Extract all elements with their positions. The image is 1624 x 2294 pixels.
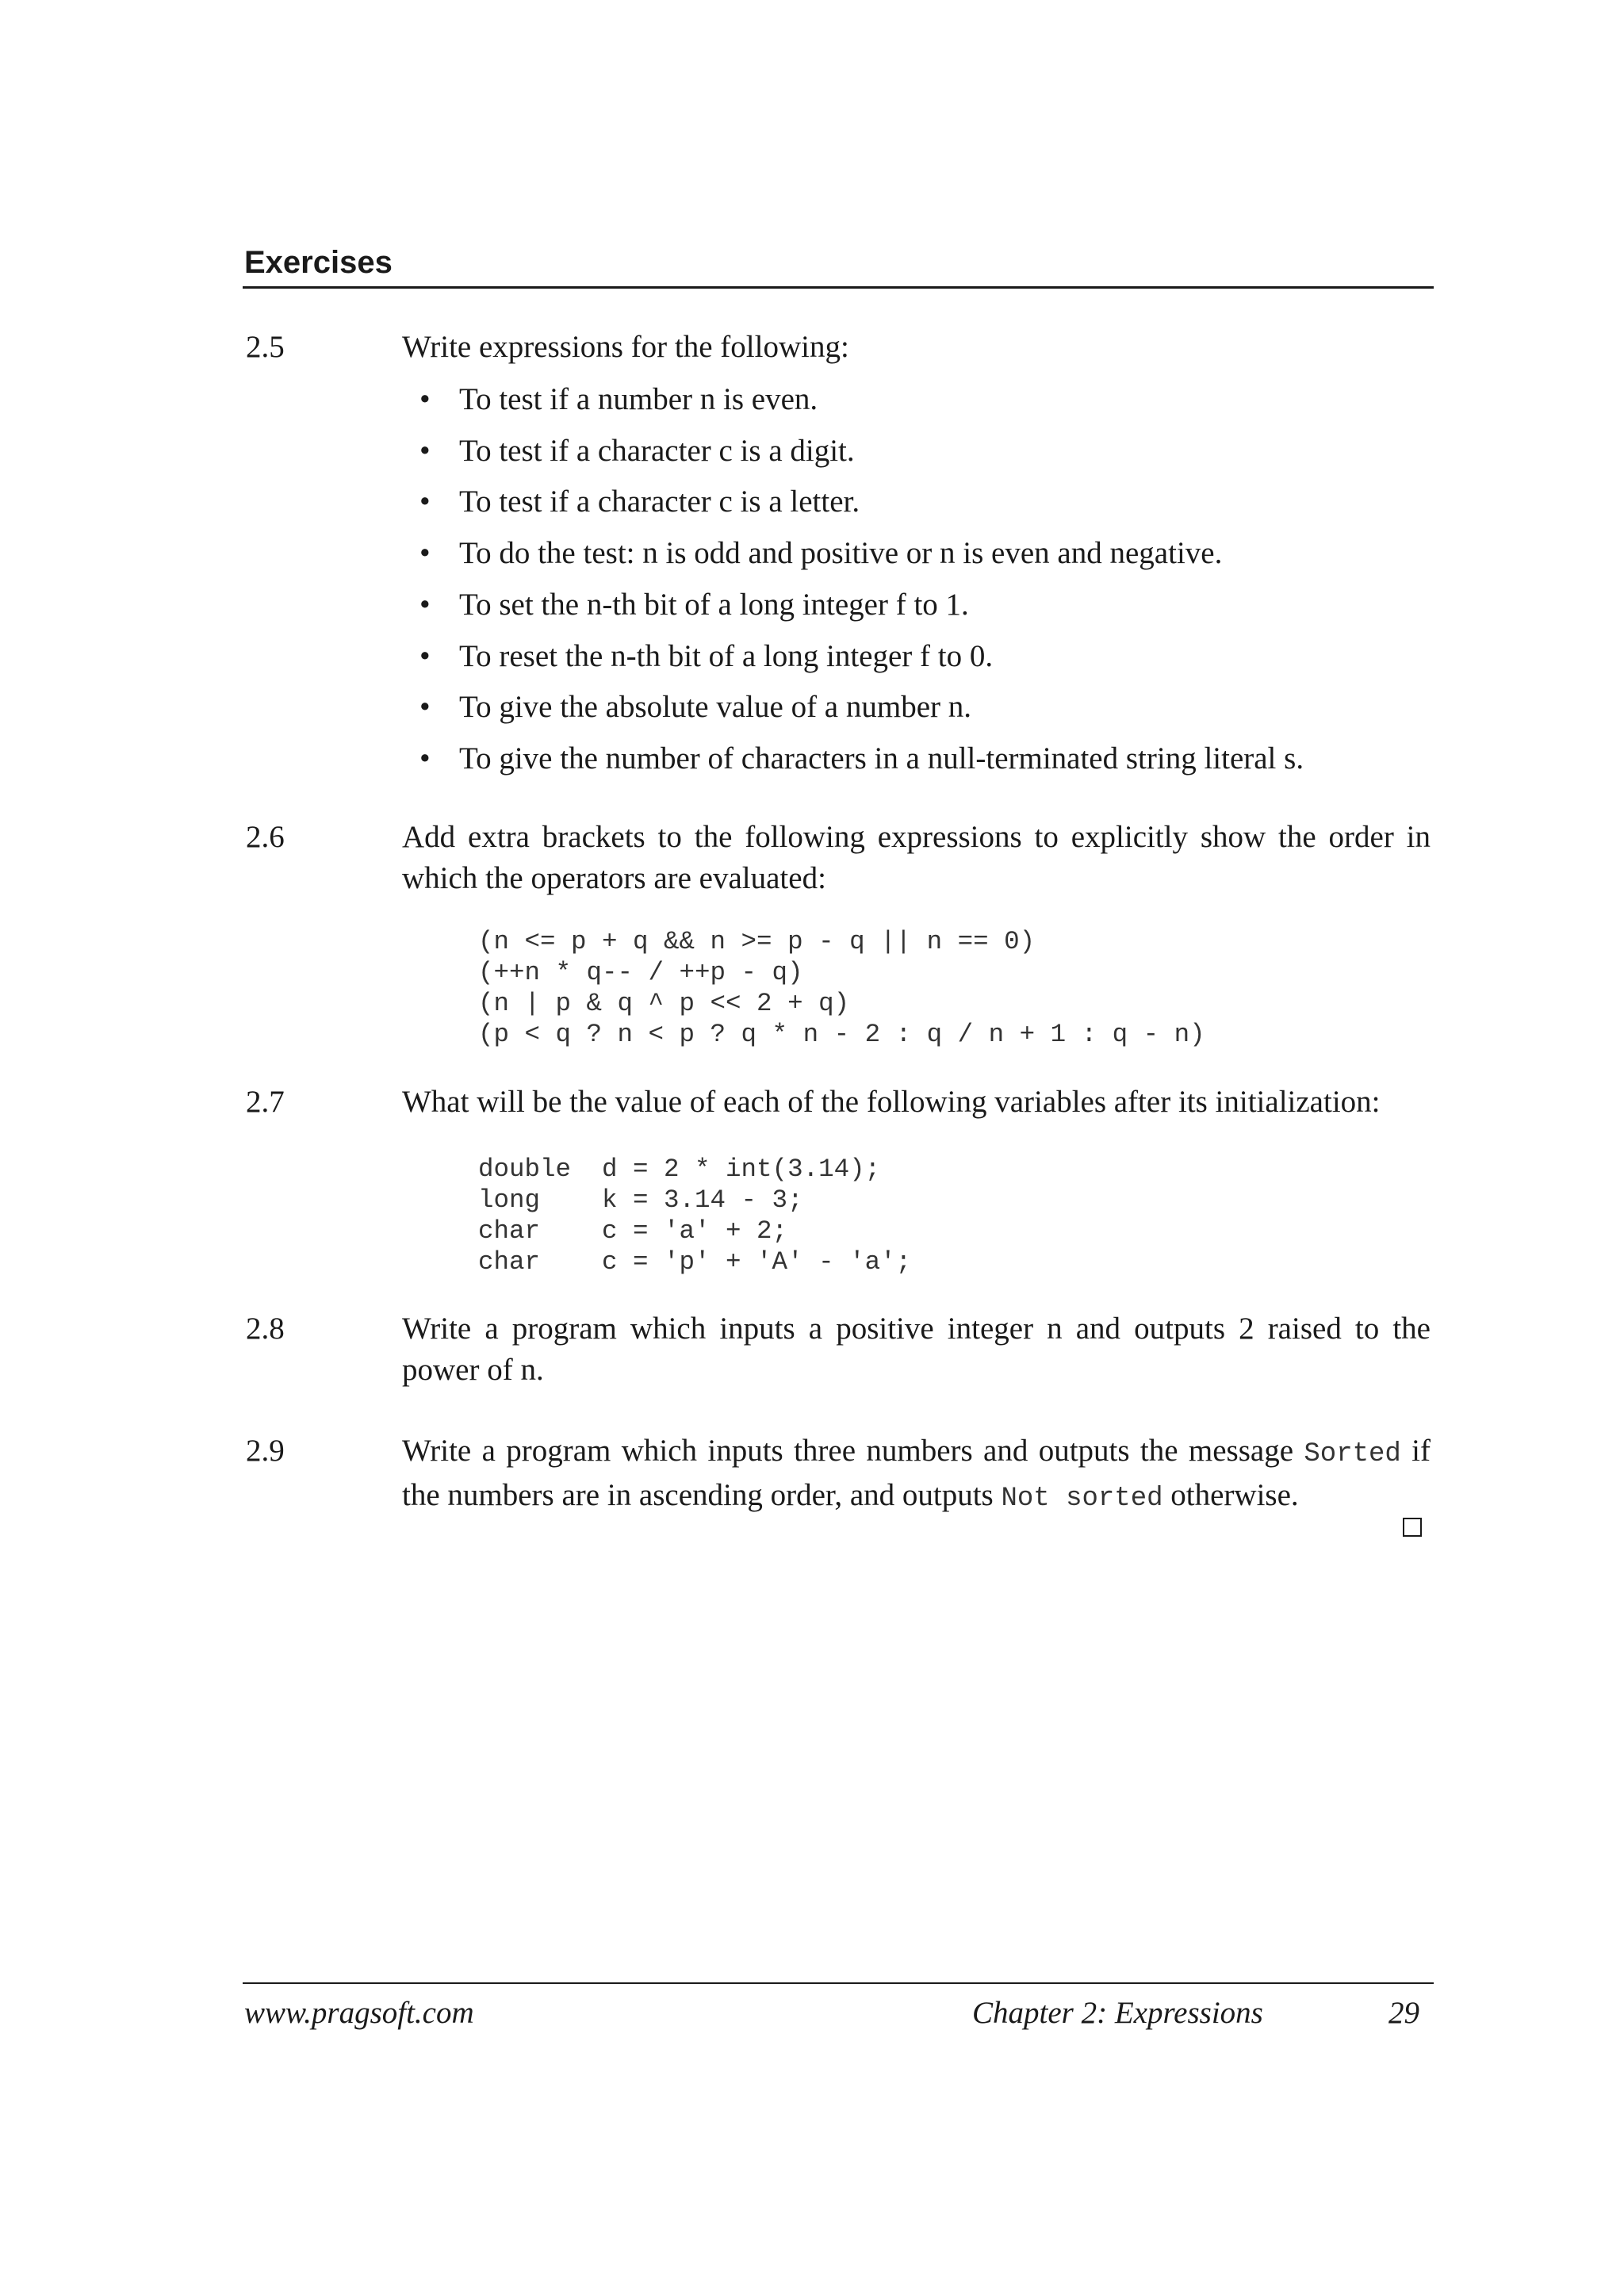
end-of-exercises-icon <box>1403 1518 1422 1537</box>
list-item: • To reset the n-th bit of a long integer f to 0. <box>402 631 1354 683</box>
code-line: (p < q ? n < p ? q * n - 2 : q / n + 1 : q - n) <box>478 1020 1205 1049</box>
list-item: • To test if a number n is even. <box>402 374 1354 426</box>
exercise-number-2-8: 2.8 <box>246 1312 285 1346</box>
exercise-2-9-text <box>402 1430 1431 1519</box>
list-item: • To test if a character c is a letter. <box>402 477 1354 528</box>
code-sorted: Sorted <box>1304 1439 1401 1469</box>
exercise-2-5-list <box>402 374 1354 785</box>
text-segment: if the numbers are in ascending order, and outputs <box>402 1434 1431 1512</box>
list-item: • To give the number of characters in a null-terminated string literal s. <box>402 733 1354 785</box>
list-item: • To set the n-th bit of a long integer f to 1. <box>402 580 1354 631</box>
exercise-number-2-5: 2.5 <box>246 330 285 364</box>
exercise-number-2-7: 2.7 <box>246 1085 285 1119</box>
exercise-2-8-paragraph: Write a program which inputs a positive integer n and outputs 2 raised to the power of n. <box>402 1312 1431 1387</box>
code-line: char c = 'p' + 'A' - 'a'; <box>478 1247 912 1277</box>
exercise-2-8-text <box>402 1308 1431 1391</box>
footer-rule <box>243 1982 1434 1984</box>
exercise-2-6-text <box>402 817 1431 899</box>
code-line: char c = 'a' + 2; <box>478 1216 788 1246</box>
exercise-2-6-paragraph: Add extra brackets to the following expressions to explicitly show the order in which the operators are evaluated: <box>402 820 1431 895</box>
exercise-number-2-6: 2.6 <box>246 820 285 854</box>
exercise-2-6-code <box>478 926 1205 1050</box>
list-item: • To test if a character c is a digit. <box>402 426 1354 477</box>
heading-rule <box>243 286 1434 289</box>
list-item: • To give the absolute value of a number n. <box>402 682 1354 733</box>
exercise-2-7-text: What will be the value of each of the following variables after its initialization: <box>402 1085 1381 1119</box>
code-line: double d = 2 * int(3.14); <box>478 1155 881 1184</box>
exercise-number-2-9: 2.9 <box>246 1434 285 1468</box>
exercise-2-9-paragraph <box>402 1430 1431 1519</box>
text-segment: otherwise. <box>1162 1478 1299 1512</box>
footer-page-number: 29 <box>1388 1996 1419 2030</box>
code-line: (++n * q-- / ++p - q) <box>478 958 803 987</box>
list-item: • To do the test: n is odd and positive or n is even and negative. <box>402 528 1354 580</box>
section-heading: Exercises <box>244 245 393 280</box>
code-line: (n | p & q ^ p << 2 + q) <box>478 989 850 1018</box>
footer-website: www.pragsoft.com <box>244 1996 474 2030</box>
code-line: long k = 3.14 - 3; <box>478 1185 803 1215</box>
code-not-sorted: Not sorted <box>1001 1484 1163 1514</box>
code-line: (n <= p + q && n >= p - q || n == 0) <box>478 927 1036 956</box>
exercise-2-5-intro: Write expressions for the following: <box>402 330 849 364</box>
footer-chapter: Chapter 2: Expressions <box>972 1996 1263 2030</box>
text-segment: Write a program which inputs three numbers and outputs the message <box>402 1434 1304 1468</box>
exercise-2-7-code <box>478 1154 911 1277</box>
